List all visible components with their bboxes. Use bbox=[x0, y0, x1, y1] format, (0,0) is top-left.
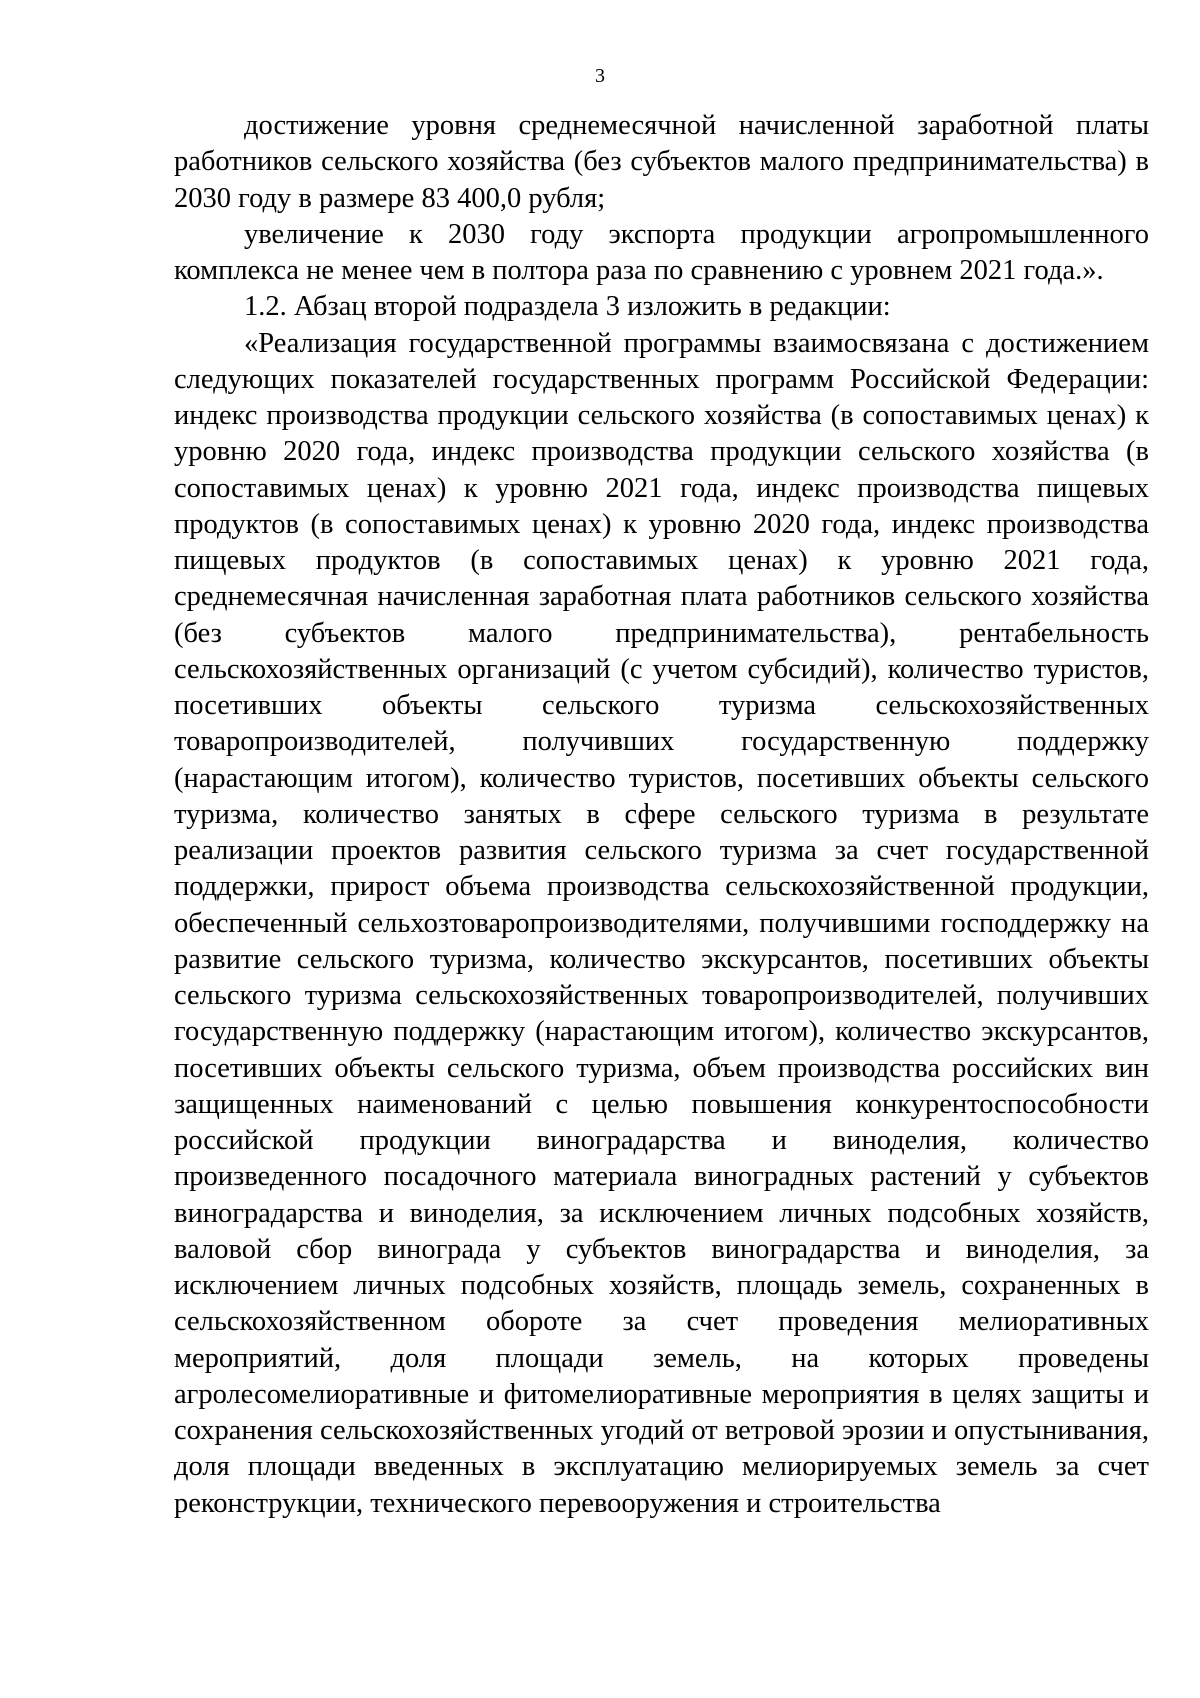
paragraph-export-target: увеличение к 2030 году экспорта продукции агропромышленного комплекса не менее чем в полтора раза по сравнению с уровнем 2021 года.». bbox=[174, 218, 1149, 286]
paragraph-amendment-1-2: 1.2. Абзац второй подраздела 3 изложить в редакции: bbox=[244, 291, 891, 323]
paragraph-salary-target: достижение уровня среднемесячной начисленной заработной платы работников сельского хозяйства (без субъектов малого предпринимательства) в 2030 году в размере 83 400,0 рубля; bbox=[174, 110, 1149, 214]
paragraph-indicators: «Реализация государственной программы взаимосвязана с достижением следующих показателей государственных программ Российской Федерации: индекс производства продукции сельского хозяйства (в сопоставимых ценах) к уровню 2020 года, индекс производства продукции сельского хозяйства (в сопоставимых ценах) к уровню 2021 года, индекс производства пищевых продуктов (в сопоставимых ценах) к уровню 2020 года, индекс производства пищевых продуктов (в сопоставимых ценах) к уровню 2021 года, среднемесячная начисленная заработная плата работников сельского хозяйства (без субъектов малого предпринимательства), рентабельность сельскохозяйственных организаций (с учетом субсидий), количество туристов, посетивших объекты сельского туризма сельскохозяйственных товаропроизводителей, получивших государственную поддержку (нарастающим итогом), количество туристов, посетивших объекты сельского туризма, количество занятых в сфере сельского туризма в результате реализации проектов развития сельского туризма за счет государственной поддержки, прирост объема производства сельскохозяйственной продукции, обеспеченный сельхозтоваропроизводителями, получившими господдержку на развитие сельского туризма, количество экскурсантов, посетивших объекты сельского туризма сельскохозяйственных товаропроизводителей, получивших государственную поддержку (нарастающим итогом), количество экскурсантов, посетивших объекты сельского туризма, объем производства российских вин защищенных наименований с целью повышения конкурентоспособности российской продукции виноградарства и виноделия, количество произведенного посадочного материала виноградных растений у субъектов виноградарства и виноделия, за исключением личных подсобных хозяйств, валовой сбор винограда у субъектов виноградарства и виноделия, за исключением личных подсобных хозяйств, площадь земель, сохраненных в сельскохозяйственном обороте за счет проведения мелиоративных мероприятий, доля площади земель, на которых проведены агролесомелиоративные и фитомелиоративные мероприятия в целях защиты и сохранения сельскохозяйственных угодий от ветровой эрозии и опустынивания, доля площади введенных в эксплуатацию мелиорируемых земель за счет реконструкции, технического перевооружения и строительства bbox=[174, 327, 1149, 1519]
document-body bbox=[174, 108, 1149, 1522]
page-number: 3 bbox=[595, 65, 605, 87]
